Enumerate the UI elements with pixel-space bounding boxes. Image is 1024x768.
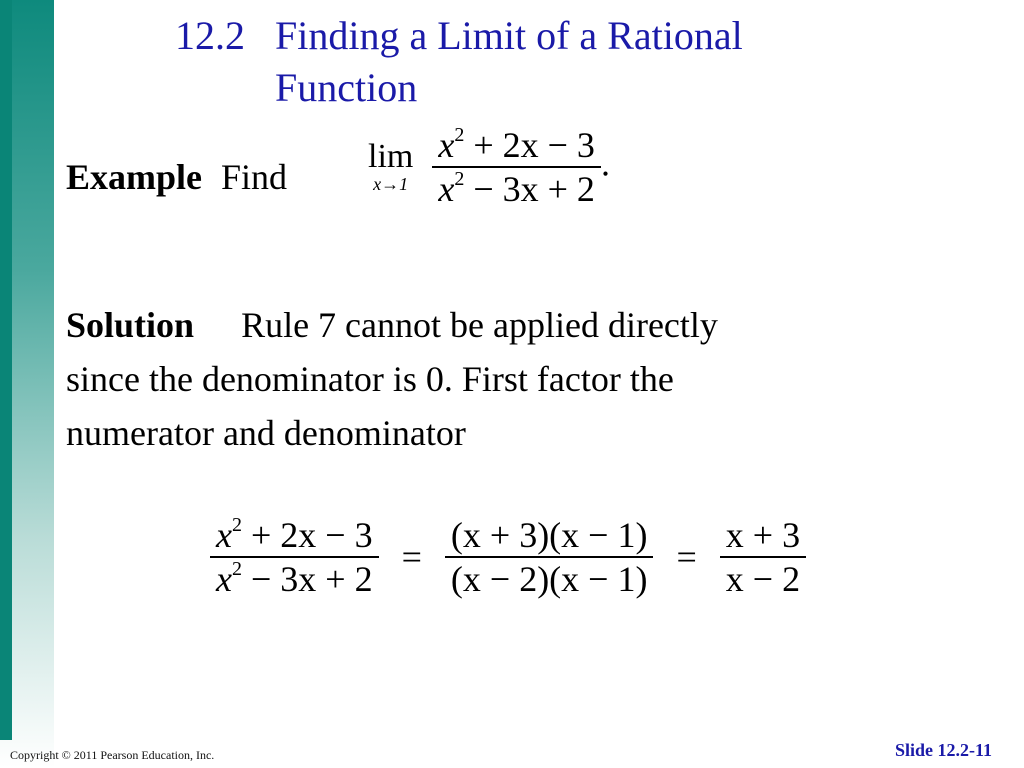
solution-line3: numerator and denominator	[66, 413, 466, 453]
limit-operator	[368, 140, 413, 194]
section-number: 12.2	[175, 13, 245, 58]
limit-expression	[368, 124, 610, 210]
period: .	[600, 143, 610, 184]
fraction-denominator: $x^2 - 3x + 2$	[438, 168, 595, 209]
example-label: Example	[66, 157, 203, 197]
solution-line1	[66, 298, 966, 352]
solution-paragraph	[66, 298, 966, 460]
lim-word: lim	[368, 138, 414, 175]
factored-fraction: $\frac{(x + 3)(x - 1)}{(x - 2)(x - 1)}$	[445, 514, 654, 600]
fraction-numerator: $x^2 + 2x - 3$	[438, 124, 595, 165]
solution-text-1: Rule 7 cannot be applied directly	[241, 305, 718, 345]
factored-equation	[210, 514, 806, 600]
equals-sign-1: =	[401, 537, 422, 577]
slide-number: Slide 12.2-11	[894, 740, 992, 760]
sidebar-stripe	[0, 0, 12, 740]
sidebar-decoration	[0, 0, 54, 768]
example-line	[66, 150, 287, 204]
title-line2: Function	[275, 65, 418, 110]
lim-subscript: x→1	[373, 174, 409, 194]
title-line1: Finding a Limit of a Rational	[275, 13, 743, 58]
find-text: Find	[221, 157, 288, 197]
simplified-fraction: $\frac{x + 3}{x - 2}$	[720, 514, 806, 600]
solution-label: Solution	[66, 305, 195, 345]
copyright-text: Copyright © 2011 Pearson Education, Inc.	[10, 748, 215, 762]
equals-sign-2: =	[676, 537, 697, 577]
limit-fraction	[432, 124, 601, 210]
solution-line2: since the denominator is 0. First factor the	[66, 359, 674, 399]
slide-title	[175, 10, 995, 114]
original-fraction: $\frac{x^2 + 2x - 3}{x^2 - 3x + 2}$	[210, 514, 379, 600]
